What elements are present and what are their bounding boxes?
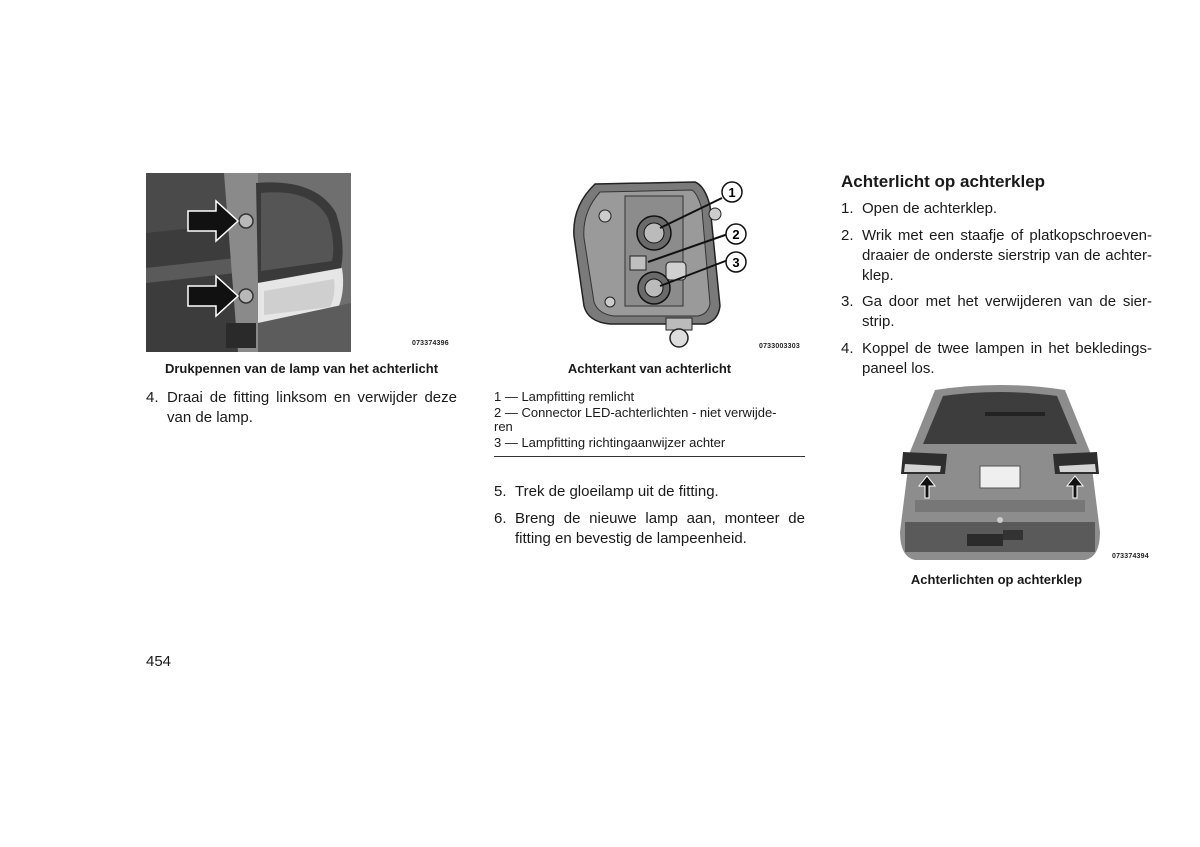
step-6	[494, 509, 805, 549]
step-number: 4.	[146, 389, 159, 406]
legend-item-3: 3 — Lampfitting richtingaanwijzer achter	[494, 435, 726, 450]
legend-item-1: 1 — Lampfitting remlicht	[494, 389, 635, 404]
step-5	[494, 482, 805, 502]
step-text: Koppel de twee lampen in het bekledings-paneel los.	[862, 340, 1152, 377]
figure-code: 073374394	[1112, 553, 1149, 560]
step-number: 6.	[494, 510, 507, 527]
legend-item-2-cont: ren	[494, 419, 513, 434]
figure-caption: Achterkant van achterlicht	[567, 361, 732, 376]
step-4	[841, 339, 1152, 379]
step-text: Draai de fitting linksom en verwijder deze van de lamp.	[167, 389, 457, 426]
step-number: 5.	[494, 483, 507, 500]
callout-3: 3	[732, 255, 740, 270]
step-number: 2.	[841, 227, 854, 244]
step-text: Ga door met het verwijderen van de sier-strip.	[862, 293, 1152, 330]
lamp-push-pins-photo	[146, 173, 351, 352]
step-text: Wrik met een staafje of platkopschroeven-draaier de onderste sierstrip van de achter-klep.	[862, 227, 1152, 284]
figure-caption: Achterlichten op achterklep	[910, 572, 1083, 587]
step-number: 3.	[841, 293, 854, 310]
step-text: Open de achterklep.	[862, 200, 998, 217]
figure-caption: Drukpennen van de lamp van het achterlicht	[164, 361, 439, 376]
figure-code: 073374396	[412, 340, 449, 347]
step-number: 4.	[841, 340, 854, 357]
page-number: 454	[146, 653, 172, 670]
step-3	[841, 292, 1152, 332]
legend-divider	[494, 456, 805, 457]
figure-back-of-tail-lamp	[570, 176, 755, 353]
step-text: Trek de gloeilamp uit de fitting.	[515, 483, 719, 500]
figure-liftgate-lamps	[895, 382, 1105, 564]
step-2	[841, 226, 1152, 286]
tail-lamp-back-drawing	[570, 176, 755, 353]
liftgate-rear-view-photo	[895, 382, 1105, 564]
legend-item-2: 2 — Connector LED-achterlichten - niet verwijde-	[494, 405, 777, 420]
section-heading: Achterlicht op achterklep	[841, 172, 1046, 191]
step-text: Breng de nieuwe lamp aan, monteer de fitting en bevestig de lampeenheid.	[515, 510, 805, 547]
callout-1: 1	[728, 185, 736, 200]
figure-lamp-push-pins	[146, 173, 351, 352]
step-number: 1.	[841, 200, 854, 217]
step-1	[841, 199, 1152, 219]
step-4	[146, 388, 457, 428]
figure-code: 0733003303	[759, 343, 800, 350]
callout-2: 2	[732, 227, 740, 242]
